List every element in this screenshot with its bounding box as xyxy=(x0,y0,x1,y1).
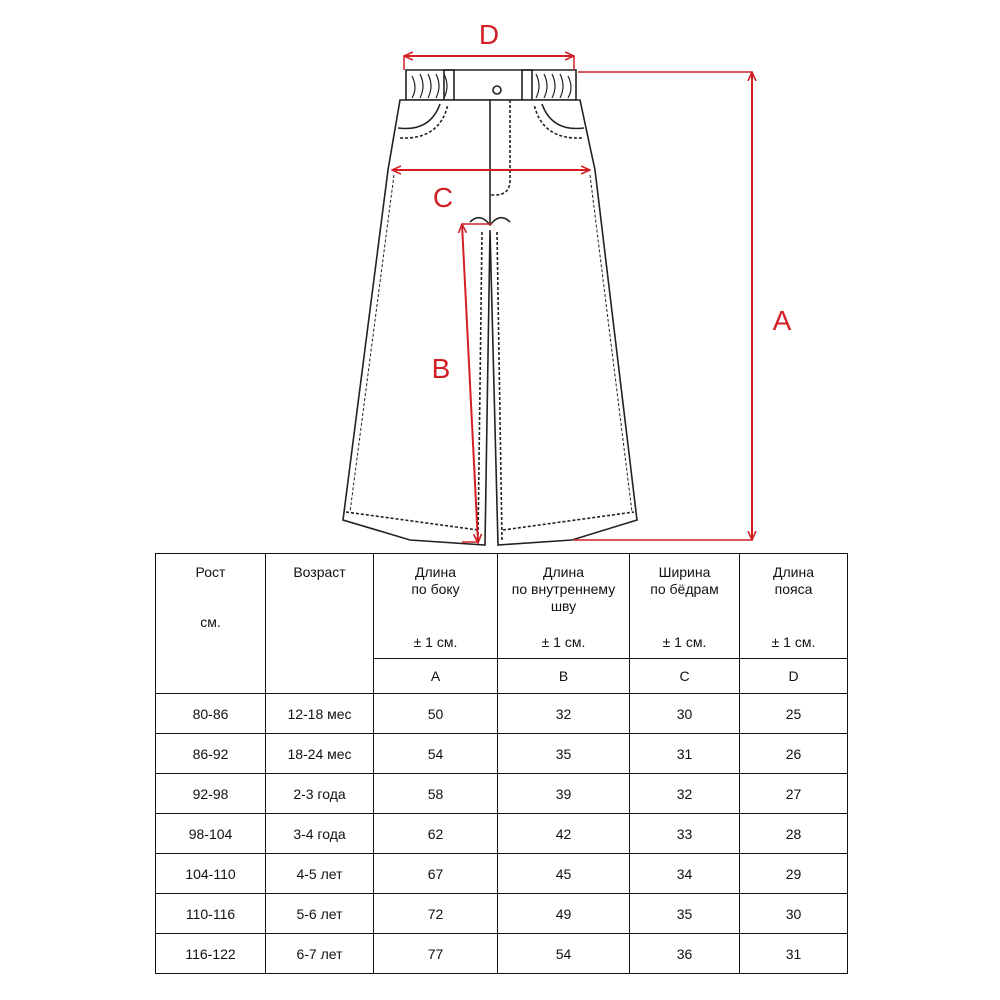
letter-b: B xyxy=(498,659,630,694)
table-cell: 5-6 лет xyxy=(266,894,374,934)
table-cell: 104-110 xyxy=(156,854,266,894)
letter-d: D xyxy=(740,659,848,694)
table-row xyxy=(156,814,848,854)
header-col-b: Длина по внутреннему шву ± 1 см. xyxy=(498,554,630,659)
table-cell: 30 xyxy=(740,894,848,934)
table-cell: 92-98 xyxy=(156,774,266,814)
header-height: Рост см. xyxy=(156,554,266,694)
table-cell: 77 xyxy=(374,934,498,974)
label-b: B xyxy=(431,353,451,384)
table-cell: 29 xyxy=(740,854,848,894)
table-cell: 3-4 года xyxy=(266,814,374,854)
table-cell: 32 xyxy=(498,694,630,734)
table-cell: 31 xyxy=(630,734,740,774)
table-cell: 35 xyxy=(498,734,630,774)
table-cell: 50 xyxy=(374,694,498,734)
table-row xyxy=(156,894,848,934)
table-cell: 32 xyxy=(630,774,740,814)
table-cell: 35 xyxy=(630,894,740,934)
table-cell: 2-3 года xyxy=(266,774,374,814)
table-row xyxy=(156,854,848,894)
label-c: C xyxy=(432,182,454,213)
table-cell: 110-116 xyxy=(156,894,266,934)
table-header-row xyxy=(156,554,848,659)
table-cell: 62 xyxy=(374,814,498,854)
table-cell: 86-92 xyxy=(156,734,266,774)
table-cell: 116-122 xyxy=(156,934,266,974)
table-cell: 80-86 xyxy=(156,694,266,734)
table-row xyxy=(156,734,848,774)
table-cell: 34 xyxy=(630,854,740,894)
measure-d xyxy=(404,19,574,70)
letter-a: A xyxy=(374,659,498,694)
table-cell: 25 xyxy=(740,694,848,734)
table-cell: 67 xyxy=(374,854,498,894)
table-cell: 58 xyxy=(374,774,498,814)
size-table xyxy=(155,553,848,974)
label-a: A xyxy=(772,305,792,336)
table-cell: 49 xyxy=(498,894,630,934)
pants-outline xyxy=(343,70,637,545)
table-cell: 28 xyxy=(740,814,848,854)
header-col-a: Длина по боку ± 1 см. xyxy=(374,554,498,659)
table-cell: 27 xyxy=(740,774,848,814)
table-body xyxy=(156,694,848,974)
table-row xyxy=(156,774,848,814)
table-cell: 36 xyxy=(630,934,740,974)
header-age: Возраст xyxy=(266,554,374,694)
table-cell: 31 xyxy=(740,934,848,974)
table-cell: 54 xyxy=(374,734,498,774)
table-row xyxy=(156,934,848,974)
header-height-unit: см. xyxy=(200,614,221,630)
table-cell: 39 xyxy=(498,774,630,814)
table-cell: 33 xyxy=(630,814,740,854)
table-cell: 4-5 лет xyxy=(266,854,374,894)
table-cell: 98-104 xyxy=(156,814,266,854)
table-cell: 26 xyxy=(740,734,848,774)
table-row xyxy=(156,694,848,734)
letter-c: C xyxy=(630,659,740,694)
table-cell: 54 xyxy=(498,934,630,974)
table-cell: 12-18 мес xyxy=(266,694,374,734)
table-cell: 6-7 лет xyxy=(266,934,374,974)
header-col-c: Ширина по бёдрам ± 1 см. xyxy=(630,554,740,659)
label-d: D xyxy=(478,19,500,50)
table-cell: 30 xyxy=(630,694,740,734)
header-col-d: Длина пояса ± 1 см. xyxy=(740,554,848,659)
table-cell: 18-24 мес xyxy=(266,734,374,774)
table-cell: 45 xyxy=(498,854,630,894)
table-cell: 72 xyxy=(374,894,498,934)
table-cell: 42 xyxy=(498,814,630,854)
